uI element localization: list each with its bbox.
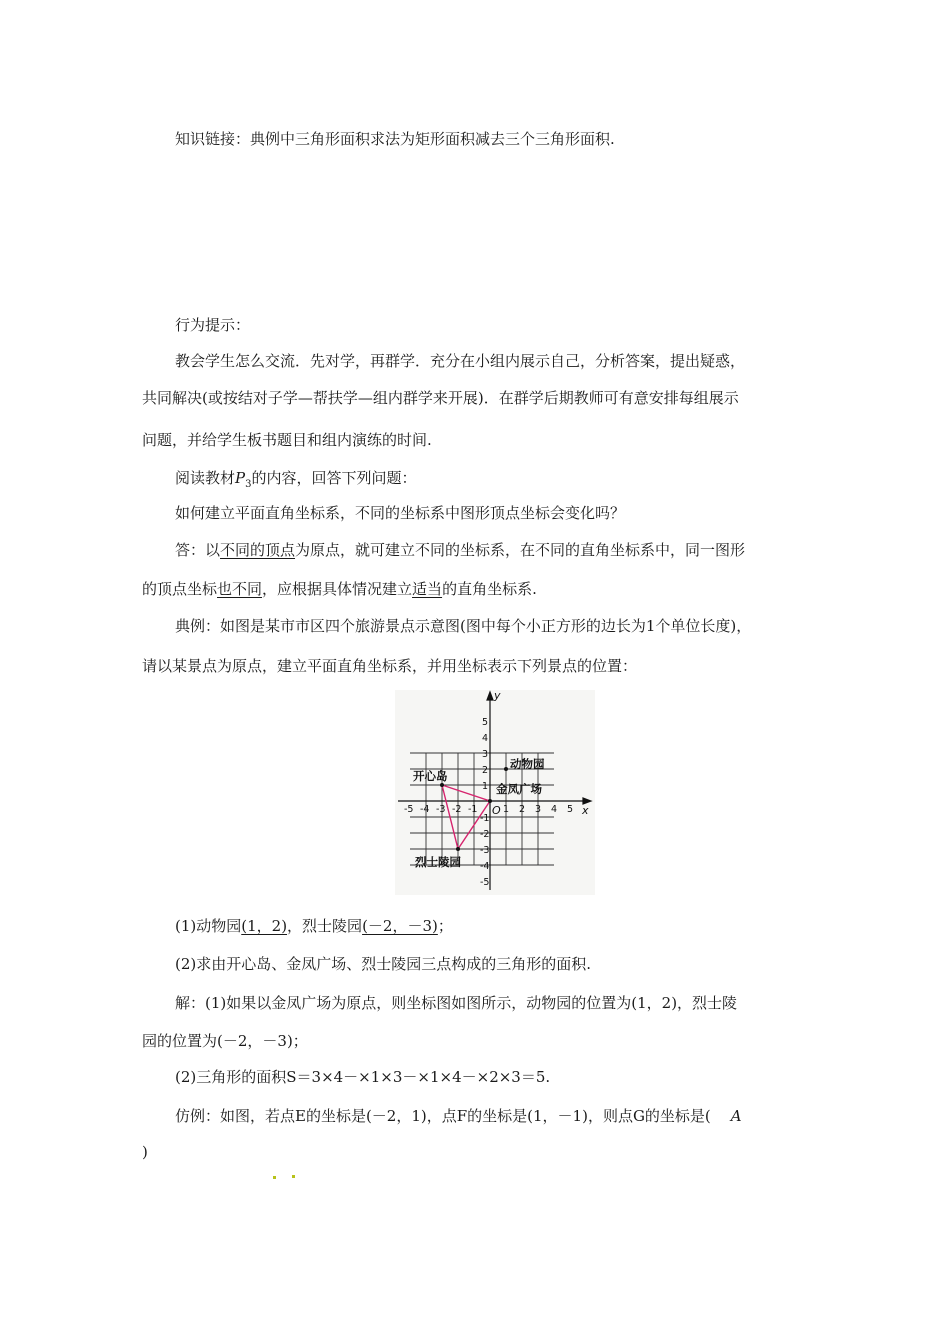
decorative-dot	[292, 1175, 295, 1178]
x-axis-label: x	[582, 804, 589, 817]
answer-blank-3: 适当	[412, 580, 443, 598]
imitation-text: 仿例：如图，若点E的坐标是(－2，1)，点F的坐标是(1，－1)，则点G的坐标是(	[175, 1107, 711, 1125]
x-tick-label: 3	[535, 804, 542, 815]
reading-page-var: P	[235, 469, 246, 487]
imitation-answer: A	[730, 1107, 742, 1125]
origin-label: O	[492, 804, 501, 817]
q1-mid: ，烈士陵园	[287, 917, 363, 935]
x-tick-label: -4	[420, 804, 430, 815]
answer-line-1	[175, 539, 745, 561]
behavior-line-3: 问题，并给学生板书题目和组内演练的时间.	[142, 431, 432, 449]
answer-b1: 的顶点坐标	[142, 580, 218, 598]
imitation-line-1	[175, 1105, 742, 1127]
reading-page-sub: 3	[245, 479, 252, 490]
y-tick-label: -5	[480, 877, 490, 888]
solution-line-2: 园的位置为(－2，－3)；	[142, 1032, 308, 1050]
solution-line-3: (2)三角形的面积S＝3×4－×1×3－×1×4－×2×3＝5.	[175, 1068, 551, 1086]
y-axis-label: y	[494, 690, 501, 702]
q1-cemetery-coord: (－2，－3)	[362, 917, 438, 935]
imitation-line-2: )	[142, 1143, 148, 1161]
point-cemetery	[456, 847, 460, 851]
answer-blank-2: 也不同	[217, 580, 263, 598]
question-2: (2)求由开心岛、金凤广场、烈士陵园三点构成的三角形的面积.	[175, 955, 592, 973]
knowledge-link: 知识链接：典例中三角形面积求法为矩形面积减去三个三角形面积.	[175, 130, 615, 148]
question: 如何建立平面直角坐标系，不同的坐标系中图形顶点坐标会变化吗？	[175, 504, 626, 522]
answer-a2: 为原点，就可建立不同的坐标系，在不同的直角坐标系中，同一图形	[295, 541, 746, 559]
x-tick-label: -1	[468, 804, 478, 815]
q1-post: ；	[437, 917, 453, 935]
q1-pre: (1)动物园	[175, 917, 242, 935]
label-plaza: 金凤广场	[496, 782, 542, 796]
x-tick-label: 1	[503, 804, 510, 815]
answer-b3: 的直角坐标系.	[442, 580, 537, 598]
q1-zoo-coord: (1，2)	[241, 917, 288, 935]
label-cemetery: 烈士陵园	[415, 855, 461, 869]
answer-blank-1: 不同的顶点	[220, 541, 296, 559]
coordinate-map-figure	[395, 690, 595, 895]
answer-a1: 答：以	[175, 541, 221, 559]
point-plaza	[488, 799, 492, 803]
behavior-title: 行为提示：	[175, 316, 251, 334]
solution-line-1: 解：(1)如果以金凤广场为原点，则坐标图如图所示，动物园的位置为(1，2)，烈士陵	[175, 994, 738, 1012]
y-tick-label: 3	[482, 749, 489, 760]
example-line-1: 典例：如图是某市市区四个旅游景点示意图(图中每个小正方形的边长为1个单位长度)，	[175, 617, 752, 635]
example-line-2: 请以某景点为原点，建立平面直角坐标系，并用坐标表示下列景点的位置：	[142, 657, 638, 675]
y-tick-label: -1	[480, 813, 490, 824]
y-tick-label: -3	[480, 845, 490, 856]
point-zoo	[504, 767, 508, 771]
question-1	[175, 915, 453, 937]
x-tick-label: -3	[436, 804, 446, 815]
reading-pre: 阅读教材	[175, 469, 236, 487]
decorative-dot	[273, 1176, 276, 1179]
reading-prompt	[175, 467, 417, 496]
y-tick-label: 1	[482, 781, 489, 792]
x-tick-label: -2	[452, 804, 462, 815]
label-island: 开心岛	[413, 769, 448, 783]
reading-post: 的内容，回答下列问题：	[251, 469, 417, 487]
answer-b2: ，应根据具体情况建立	[262, 580, 413, 598]
x-tick-label: 5	[567, 804, 574, 815]
y-tick-label: 5	[482, 717, 489, 728]
y-tick-label: -2	[480, 829, 490, 840]
label-zoo: 动物园	[510, 757, 545, 771]
behavior-line-1: 教会学生怎么交流．先对学，再群学．充分在小组内展示自己，分析答案，提出疑惑，	[175, 352, 746, 370]
x-tick-label: 2	[519, 804, 526, 815]
y-tick-label: 2	[482, 765, 489, 776]
x-tick-label: 4	[551, 804, 558, 815]
behavior-line-2: 共同解决(或按结对子学—帮扶学—组内群学来开展)．在群学后期教师可有意安排每组展示	[142, 389, 739, 407]
y-tick-label: -4	[480, 861, 490, 872]
point-island	[440, 783, 444, 787]
answer-line-2	[142, 578, 537, 600]
x-tick-label: -5	[404, 804, 414, 815]
y-tick-label: 4	[482, 733, 489, 744]
